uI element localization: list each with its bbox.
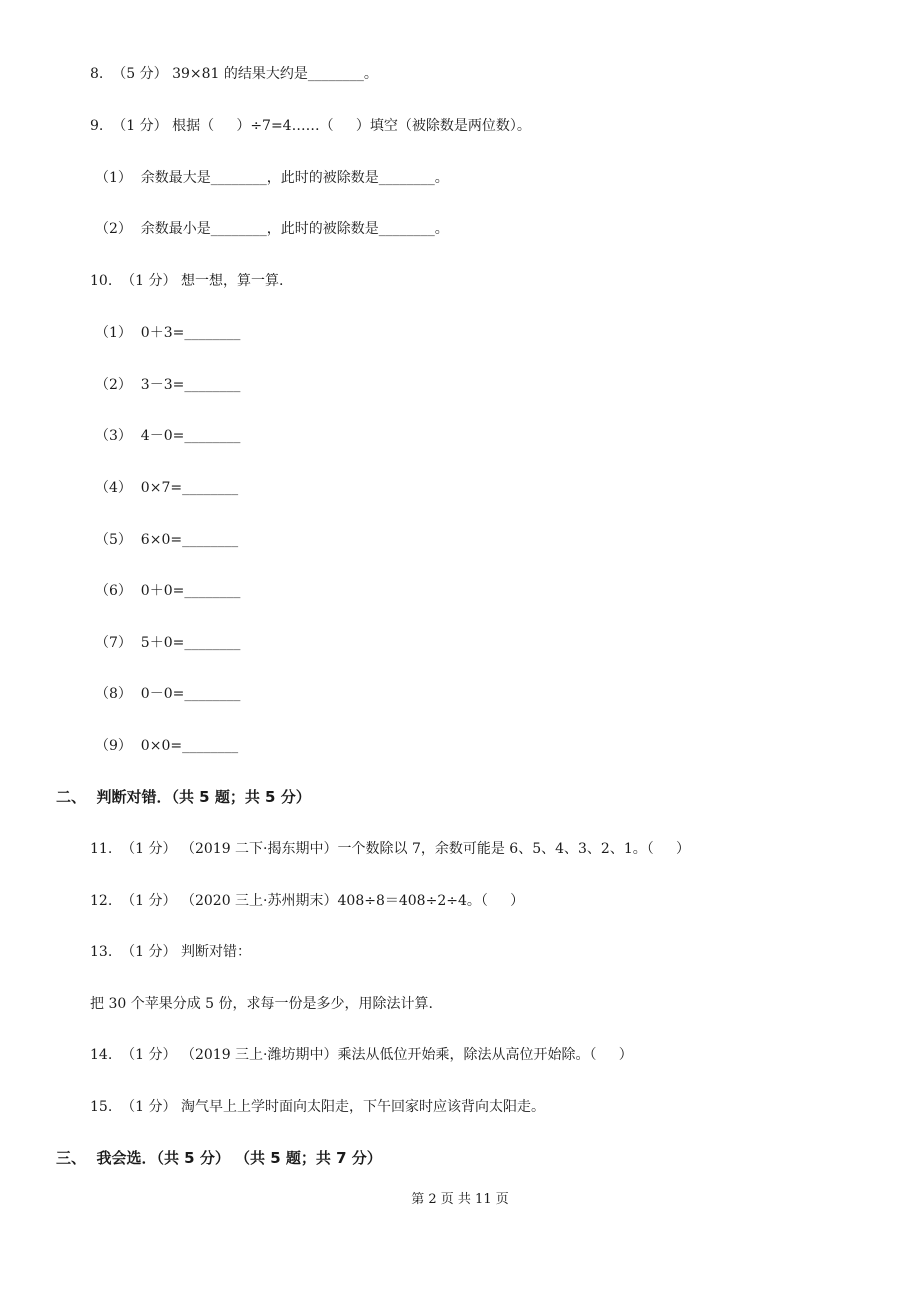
- page-footer: 第 2 页 共 11 页: [411, 1192, 509, 1207]
- question-10-item: （6） 0＋0=________: [95, 583, 241, 599]
- question-14: 14. （1 分） （2019 三上·潍坊期中）乘法从低位开始乘，除法从高位开始除。（ ）: [90, 1047, 633, 1063]
- section-3-heading: 三、 我会选．（共 5 分） （共 5 题；共 7 分）: [56, 1149, 382, 1167]
- question-9-sub-2: （2） 余数最小是________，此时的被除数是________。: [95, 221, 449, 237]
- question-10-item: （8） 0－0=________: [95, 686, 241, 702]
- question-9-sub-1: （1） 余数最大是________，此时的被除数是________。: [95, 170, 449, 186]
- question-13: 13. （1 分） 判断对错：: [90, 944, 251, 960]
- question-13-body: 把 30 个苹果分成 5 份，求每一份是多少，用除法计算.: [90, 996, 433, 1012]
- question-8: 8. （5 分） 39×81 的结果大约是________。: [90, 66, 378, 82]
- question-10-item: （2） 3－3=________: [95, 377, 241, 393]
- question-10-item: （3） 4－0=________: [95, 428, 241, 444]
- question-10-item: （9） 0×0=________: [95, 738, 239, 754]
- question-9: 9. （1 分） 根据（ ）÷7=4……（ ）填空（被除数是两位数）。: [90, 118, 531, 134]
- question-10-item: （1） 0＋3=________: [95, 325, 241, 341]
- section-2-heading: 二、 判断对错．（共 5 题；共 5 分）: [56, 788, 311, 806]
- question-10-item: （4） 0×7=________: [95, 480, 239, 496]
- question-11: 11. （1 分） （2019 二下·揭东期中）一个数除以 7，余数可能是 6、5、4、3、2、1。（ ）: [90, 841, 691, 857]
- question-10-item: （7） 5＋0=________: [95, 635, 241, 651]
- question-15: 15. （1 分） 淘气早上上学时面向太阳走，下午回家时应该背向太阳走。: [90, 1099, 545, 1115]
- question-12: 12. （1 分） （2020 三上·苏州期末）408÷8＝408÷2÷4。（ ）: [90, 893, 525, 909]
- question-10: 10. （1 分） 想一想，算一算.: [90, 273, 284, 289]
- question-10-item: （5） 6×0=________: [95, 532, 239, 548]
